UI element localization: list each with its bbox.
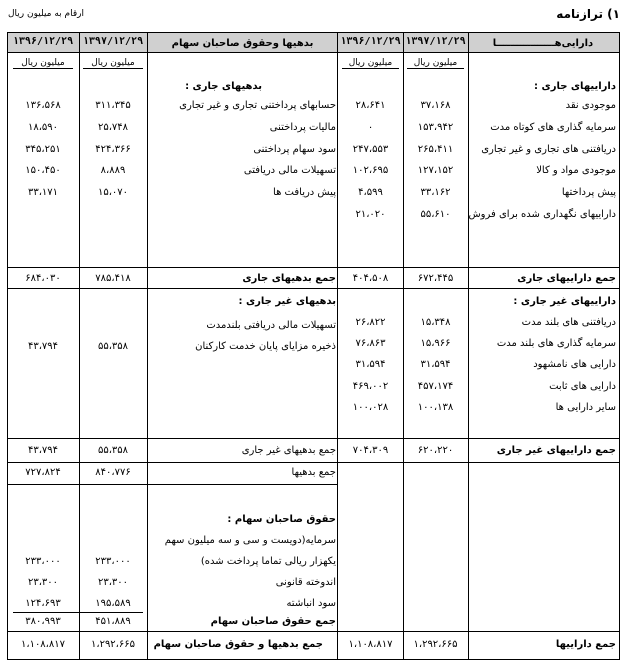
equity-total-prev: ۳۸۰،۹۹۳ bbox=[25, 616, 61, 627]
asset-label: سرمایه گذاری های بلند مدت bbox=[496, 338, 616, 349]
sum-underline bbox=[13, 612, 143, 613]
units-note: ارقام به میلیون ریال bbox=[8, 9, 84, 19]
asset-label: دریافتنی های بلند مدت bbox=[521, 317, 616, 328]
liability-label: پیش دریافت ها bbox=[273, 187, 336, 198]
year-current-header: ۱۳۹۷/۱۲/۲۹ bbox=[405, 36, 466, 47]
asset-cur: ۲۶۵،۴۱۱ bbox=[417, 144, 454, 155]
asset-label: سرمایه گذاری های کوتاه مدت bbox=[490, 122, 616, 133]
row-divider bbox=[7, 484, 338, 485]
asset-prev: ۲۱،۰۲۰ bbox=[355, 209, 386, 220]
liability-cur: ۸،۸۸۹ bbox=[100, 165, 126, 176]
row-divider bbox=[7, 288, 619, 289]
total-assets-prev: ۱،۱۰۸،۸۱۷ bbox=[348, 639, 393, 650]
row-divider bbox=[7, 438, 619, 439]
asset-cur: ۴۵۷،۱۷۴ bbox=[417, 381, 454, 392]
asset-prev: ۲۴۷،۵۵۳ bbox=[352, 144, 389, 155]
liability-prev: ۴۳،۷۹۴ bbox=[27, 341, 59, 352]
assets-header: دارایی‌هـــــــــــــــــا bbox=[492, 38, 594, 49]
current-liabilities-total-cur: ۷۸۵،۴۱۸ bbox=[95, 273, 131, 284]
liability-prev: ۱۵۰،۴۵۰ bbox=[25, 165, 61, 176]
liability-prev: ۱۸،۵۹۰ bbox=[27, 122, 59, 133]
liabilities-header: بدهیها وحقوق صاحبان سهام bbox=[171, 38, 314, 49]
col-divider bbox=[147, 32, 148, 659]
asset-cur: ۳۷،۱۶۸ bbox=[420, 100, 451, 111]
equity-prev: ۲۳،۳۰۰ bbox=[27, 577, 59, 588]
equity-cur: ۲۳،۳۰۰ bbox=[97, 577, 129, 588]
asset-label: دارایی های ثابت bbox=[549, 381, 616, 392]
equity-prev: ۱۲۴،۶۹۳ bbox=[25, 598, 61, 609]
liability-prev: ۱۳۶،۵۶۸ bbox=[25, 100, 61, 111]
noncurrent-assets-title: داراییهای غیر جاری : bbox=[513, 296, 616, 307]
equity-cur: ۱۹۵،۵۸۹ bbox=[95, 598, 131, 609]
equity-label: سرمایه(دویست و سی و سه میلیون سهم bbox=[164, 535, 336, 546]
asset-prev: ۳۱،۵۹۴ bbox=[355, 359, 386, 370]
grand-total-cur: ۱،۲۹۲،۶۶۵ bbox=[90, 639, 136, 650]
asset-label: دارایی های نامشهود bbox=[533, 359, 616, 370]
unit-label: میلیون ریال bbox=[342, 58, 399, 69]
asset-prev: ۲۸،۶۴۱ bbox=[355, 100, 386, 111]
liability-cur: ۳۱۱،۳۴۵ bbox=[95, 100, 131, 111]
total-assets-label: جمع داراییها bbox=[555, 639, 616, 650]
statement-title: ۱) ترازنامه bbox=[556, 7, 620, 21]
noncurrent-assets-total-label: جمع داراییهای غیر جاری bbox=[496, 445, 616, 456]
noncurrent-liabilities-title: بدهیهای غیر جاری : bbox=[238, 296, 336, 307]
unit-label: میلیون ریال bbox=[13, 58, 73, 69]
total-liabilities-label: جمع بدهیها bbox=[291, 467, 336, 478]
asset-cur: ۱۵۳،۹۴۲ bbox=[417, 122, 454, 133]
row-divider bbox=[7, 631, 619, 632]
liability-label: تسهیلات مالی دریافتی bbox=[243, 165, 336, 176]
noncurrent-assets-total-prev: ۷۰۴،۳۰۹ bbox=[352, 445, 389, 456]
liability-cur: ۴۲۴،۳۶۶ bbox=[95, 144, 131, 155]
equity-label: اندوخته قانونی bbox=[275, 577, 336, 588]
equity-label: یکهزار ریالی تماما پرداخت شده) bbox=[200, 556, 336, 567]
asset-cur: ۳۳،۱۶۲ bbox=[420, 187, 451, 198]
liability-label: مالیات پرداختنی bbox=[269, 122, 336, 133]
liability-prev: ۳۳،۱۷۱ bbox=[27, 187, 59, 198]
equity-prev: ۲۳۳،۰۰۰ bbox=[25, 556, 61, 567]
noncurrent-liabilities-total-cur: ۵۵،۳۵۸ bbox=[97, 445, 129, 456]
noncurrent-liabilities-total-label: جمع بدهیهای غیر جاری bbox=[241, 445, 336, 456]
year-prior-header: ۱۳۹۶/۱۲/۲۹ bbox=[12, 36, 74, 47]
asset-cur: ۱۵،۳۴۸ bbox=[420, 317, 451, 328]
current-liabilities-total-prev: ۶۸۴،۰۳۰ bbox=[25, 273, 61, 284]
liability-label: حسابهای پرداختنی تجاری و غیر تجاری bbox=[179, 100, 336, 111]
noncurrent-assets-total-cur: ۶۲۰،۲۲۰ bbox=[417, 445, 454, 456]
asset-prev: ۱۰۰،۰۲۸ bbox=[352, 402, 389, 413]
equity-total-cur: ۴۵۱،۸۸۹ bbox=[95, 616, 131, 627]
asset-prev: ۷۶،۸۶۳ bbox=[355, 338, 386, 349]
year-prior-header: ۱۳۹۶/۱۲/۲۹ bbox=[340, 36, 401, 47]
asset-prev: ۴۶۹،۰۰۲ bbox=[352, 381, 389, 392]
asset-label: سایر دارایی ها bbox=[555, 402, 616, 413]
liability-cur: ۱۵،۰۷۰ bbox=[97, 187, 129, 198]
asset-label: موجودی نقد bbox=[565, 100, 616, 111]
asset-prev: ۲۶،۸۲۲ bbox=[355, 317, 386, 328]
asset-prev: ۱۰۲،۶۹۵ bbox=[352, 165, 389, 176]
col-divider bbox=[337, 32, 338, 659]
current-assets-title: داراییهای جاری : bbox=[534, 81, 616, 92]
noncurrent-liabilities-total-prev: ۴۳،۷۹۴ bbox=[27, 445, 59, 456]
asset-prev: ۴،۵۹۹ bbox=[358, 187, 383, 198]
liability-label: تسهیلات مالی دریافتی بلندمدت bbox=[206, 320, 336, 331]
asset-cur: ۵۵،۶۱۰ bbox=[420, 209, 451, 220]
col-divider bbox=[468, 32, 469, 659]
current-assets-total-prev: ۴۰۴،۵۰۸ bbox=[352, 273, 389, 284]
asset-prev: ۰ bbox=[367, 122, 374, 133]
liability-cur: ۵۵،۳۵۸ bbox=[97, 341, 129, 352]
unit-label: میلیون ریال bbox=[407, 58, 464, 69]
asset-label: موجودی مواد و کالا bbox=[536, 165, 616, 176]
liability-cur: ۲۵،۷۴۸ bbox=[97, 122, 129, 133]
total-assets-cur: ۱،۲۹۲،۶۶۵ bbox=[413, 639, 458, 650]
liability-label: ذخیره مزایای پایان خدمت کارکنان bbox=[195, 341, 336, 352]
row-divider bbox=[7, 462, 619, 463]
asset-cur: ۳۱،۵۹۴ bbox=[420, 359, 451, 370]
equity-label: سود انباشته bbox=[286, 598, 336, 609]
current-liabilities-title: بدهیهای جاری : bbox=[185, 81, 262, 92]
total-liabilities-cur: ۸۴۰،۷۷۶ bbox=[95, 467, 131, 478]
liability-prev: ۳۴۵،۲۵۱ bbox=[25, 144, 61, 155]
equity-total-label: جمع حقوق صاحبان سهام bbox=[210, 616, 336, 627]
asset-label: دریافتنی های تجاری و غیر تجاری bbox=[481, 144, 616, 155]
asset-label: پیش پرداختها bbox=[561, 187, 616, 198]
grand-total-prev: ۱،۱۰۸،۸۱۷ bbox=[20, 639, 66, 650]
current-assets-total-cur: ۶۷۲،۴۴۵ bbox=[417, 273, 454, 284]
liability-label: سود سهام پرداختنی bbox=[253, 144, 336, 155]
col-divider bbox=[79, 32, 80, 659]
asset-cur: ۱۵،۹۶۶ bbox=[420, 338, 451, 349]
asset-label: داراییهای نگهداری شده برای فروش bbox=[468, 209, 616, 220]
asset-cur: ۱۰۰،۱۳۸ bbox=[417, 402, 454, 413]
total-liabilities-prev: ۷۲۷،۸۲۴ bbox=[25, 467, 61, 478]
year-current-header: ۱۳۹۷/۱۲/۲۹ bbox=[82, 36, 144, 47]
asset-cur: ۱۲۷،۱۵۲ bbox=[417, 165, 454, 176]
equity-title: حقوق صاحبان سهام : bbox=[227, 514, 336, 525]
current-liabilities-total-label: جمع بدهیهای جاری bbox=[242, 273, 336, 284]
row-divider bbox=[7, 52, 619, 53]
grand-total-label: جمع بدهیها و حقوق صاحبان سهام bbox=[153, 639, 323, 650]
current-assets-total-label: جمع داراییهای جاری bbox=[517, 273, 616, 284]
equity-cur: ۲۳۳،۰۰۰ bbox=[95, 556, 131, 567]
row-divider bbox=[7, 267, 619, 268]
unit-label: میلیون ریال bbox=[83, 58, 143, 69]
